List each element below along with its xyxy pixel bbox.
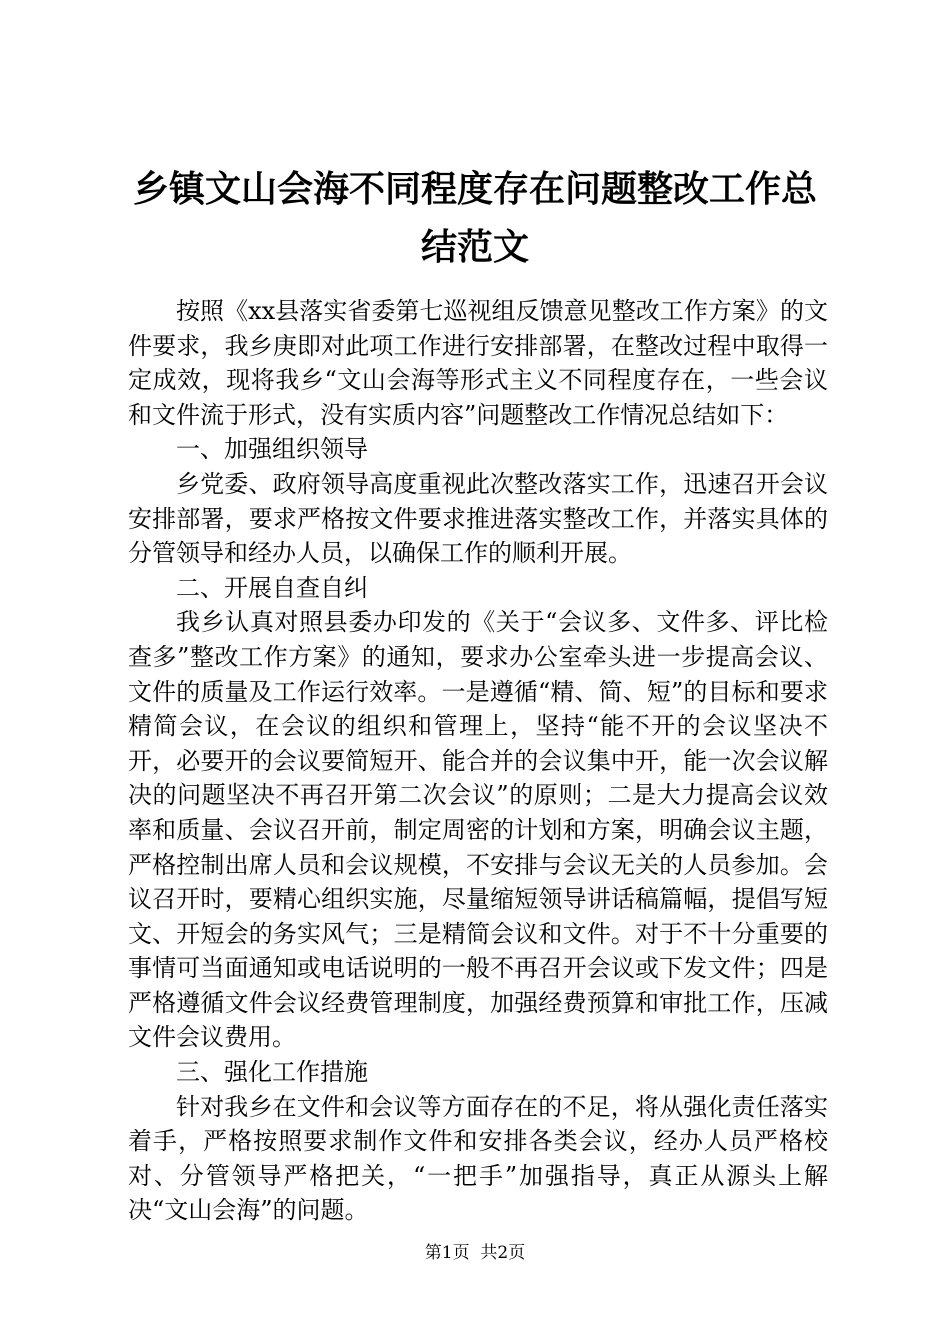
document-title: 乡镇文山会海不同程度存在问题整改工作总结范文	[132, 168, 817, 268]
page-footer	[0, 1242, 950, 1264]
page-number-label: 第1页 共2页	[424, 1243, 526, 1263]
intro-paragraph: 按照《xx县落实省委第七巡视组反馈意见整改工作方案》的文件要求，我乡庚即对此项工作进行安排部署，在整改过程中取得一定成效，现将我乡“文山会海等形式主义不同程度存在，一些会议和文件流于形式，没有实质内容”问题整改工作情况总结如下：	[128, 297, 828, 429]
section-paragraph-2: 我乡认真对照县委办印发的《关于“会议多、文件多、评比检查多”整改工作方案》的通知，要求办公室牵头进一步提高会议、文件的质量及工作运行效率。一是遵循“精、简、短”的目标和要求精简会议，在会议的组织和管理上，坚持“能不开的会议坚决不开，必要开的会议要简短开、能合并的会议集中开，能一次会议解决的问题坚决不再召开第二次会议”的原则；二是大力提高会议效率和质量、会议召开前，制定周密的计划和方案，明确会议主题，严格控制出席人员和会议规模，不安排与会议无关的人员参加。会议召开时，要精心组织实施，尽量缩短领导讲话稿篇幅，提倡写短文、开短会的务实风气；三是精简会议和文件。对于不十分重要的事情可当面通知或电话说明的一般不再召开会议或下发文件；四是严格遵循文件会议经费管理制度，加强经费预算和审批工作，压减文件会议费用。	[128, 608, 828, 1052]
section-heading-2: 二、开展自查自纠	[176, 573, 368, 602]
section-paragraph-3: 针对我乡在文件和会议等方面存在的不足，将从强化责任落实着手，严格按照要求制作文件和安排各类会议，经办人员严格校对、分管领导严格把关，“一把手”加强指导，真正从源头上解决“文山会海”的问题。	[128, 1092, 828, 1225]
section-paragraph-1: 乡党委、政府领导高度重视此次整改落实工作，迅速召开会议安排部署，要求严格按文件要求推进落实整改工作，并落实具体的分管领导和经办人员，以确保工作的顺利开展。	[128, 469, 828, 568]
document-body	[128, 294, 828, 1228]
section-heading-1: 一、加强组织领导	[176, 435, 368, 464]
section-heading-3: 三、强化工作措施	[176, 1058, 368, 1087]
